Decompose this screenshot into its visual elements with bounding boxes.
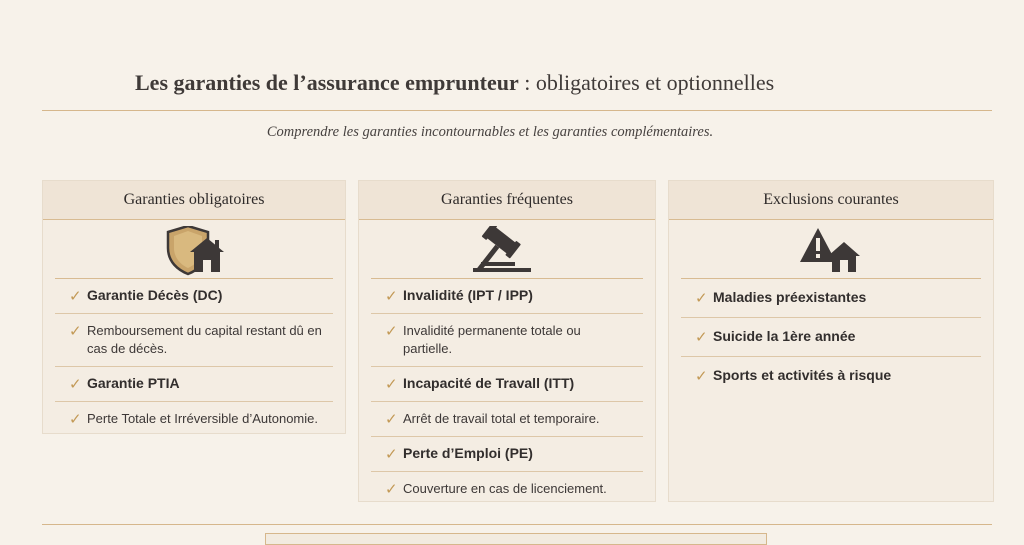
item-description: Couverture en cas de licenciement. bbox=[403, 481, 607, 496]
check-icon: ✓ bbox=[385, 446, 398, 463]
page-title-rest: : obligatoires et optionnelles bbox=[518, 70, 775, 95]
check-icon: ✓ bbox=[695, 290, 708, 307]
check-icon: ✓ bbox=[695, 329, 708, 346]
list-item bbox=[371, 279, 643, 314]
list-item bbox=[371, 314, 643, 367]
list-item bbox=[55, 279, 333, 314]
card-mandatory-guarantees bbox=[42, 180, 346, 434]
page-subtitle: Comprendre les garanties incontournables et les garanties complémentaires. bbox=[266, 124, 714, 140]
bottom-divider bbox=[42, 524, 992, 525]
list-item bbox=[371, 402, 643, 437]
list-item bbox=[55, 402, 333, 436]
item-title: Suicide la 1ère année bbox=[713, 328, 856, 344]
check-icon: ✓ bbox=[69, 411, 82, 428]
item-description: Arrêt de travail total et temporaire. bbox=[403, 411, 600, 426]
check-icon: ✓ bbox=[69, 323, 82, 340]
list-item bbox=[681, 279, 981, 318]
check-icon: ✓ bbox=[385, 411, 398, 428]
list-item bbox=[371, 437, 643, 472]
card-common-exclusions bbox=[668, 180, 994, 502]
check-icon: ✓ bbox=[695, 368, 708, 385]
bottom-panel-edge bbox=[265, 533, 767, 545]
card-frequent-guarantees bbox=[358, 180, 656, 502]
card-heading: Garanties fréquentes bbox=[359, 181, 655, 220]
check-icon: ✓ bbox=[385, 288, 398, 305]
shield-house-icon bbox=[162, 226, 226, 276]
card-icon-area bbox=[669, 220, 993, 278]
item-description: Perte Totale et Irréversible d’Autonomie. bbox=[87, 411, 318, 426]
warning-house-icon bbox=[798, 226, 864, 276]
item-title: Perte d’Emploi (PE) bbox=[403, 445, 533, 461]
item-title: Sports et activités à risque bbox=[713, 367, 892, 383]
list-item bbox=[371, 367, 643, 402]
item-title: Maladies préexistantes bbox=[713, 289, 867, 305]
list-item bbox=[371, 472, 643, 506]
page-title-strong: Les garanties de l’assurance emprunteur bbox=[135, 70, 519, 95]
check-icon: ✓ bbox=[385, 376, 398, 393]
list-item bbox=[681, 318, 981, 357]
item-title: Garantie PTIA bbox=[87, 375, 180, 391]
check-icon: ✓ bbox=[69, 376, 82, 393]
gavel-icon bbox=[471, 226, 543, 276]
card-icon-area bbox=[359, 220, 655, 278]
check-icon: ✓ bbox=[385, 323, 398, 340]
list-item bbox=[55, 367, 333, 402]
card-icon-area bbox=[43, 220, 345, 278]
list-item bbox=[681, 357, 981, 395]
list-item bbox=[55, 314, 333, 367]
card-heading: Garanties obligatoires bbox=[43, 181, 345, 220]
card-heading: Exclusions courantes bbox=[669, 181, 993, 220]
check-icon: ✓ bbox=[385, 481, 398, 498]
item-title: Invalidité (IPT / IPP) bbox=[403, 287, 533, 303]
item-description: Remboursement du capital restant dû en cas de décès. bbox=[87, 323, 322, 356]
page-title bbox=[135, 70, 774, 96]
item-title: Incapacité de Travall (ITT) bbox=[403, 375, 575, 391]
title-divider bbox=[42, 110, 992, 111]
item-description: Invalidité permanente totale ou partielle. bbox=[403, 323, 581, 356]
check-icon: ✓ bbox=[69, 288, 82, 305]
item-title: Garantie Décès (DC) bbox=[87, 287, 223, 303]
